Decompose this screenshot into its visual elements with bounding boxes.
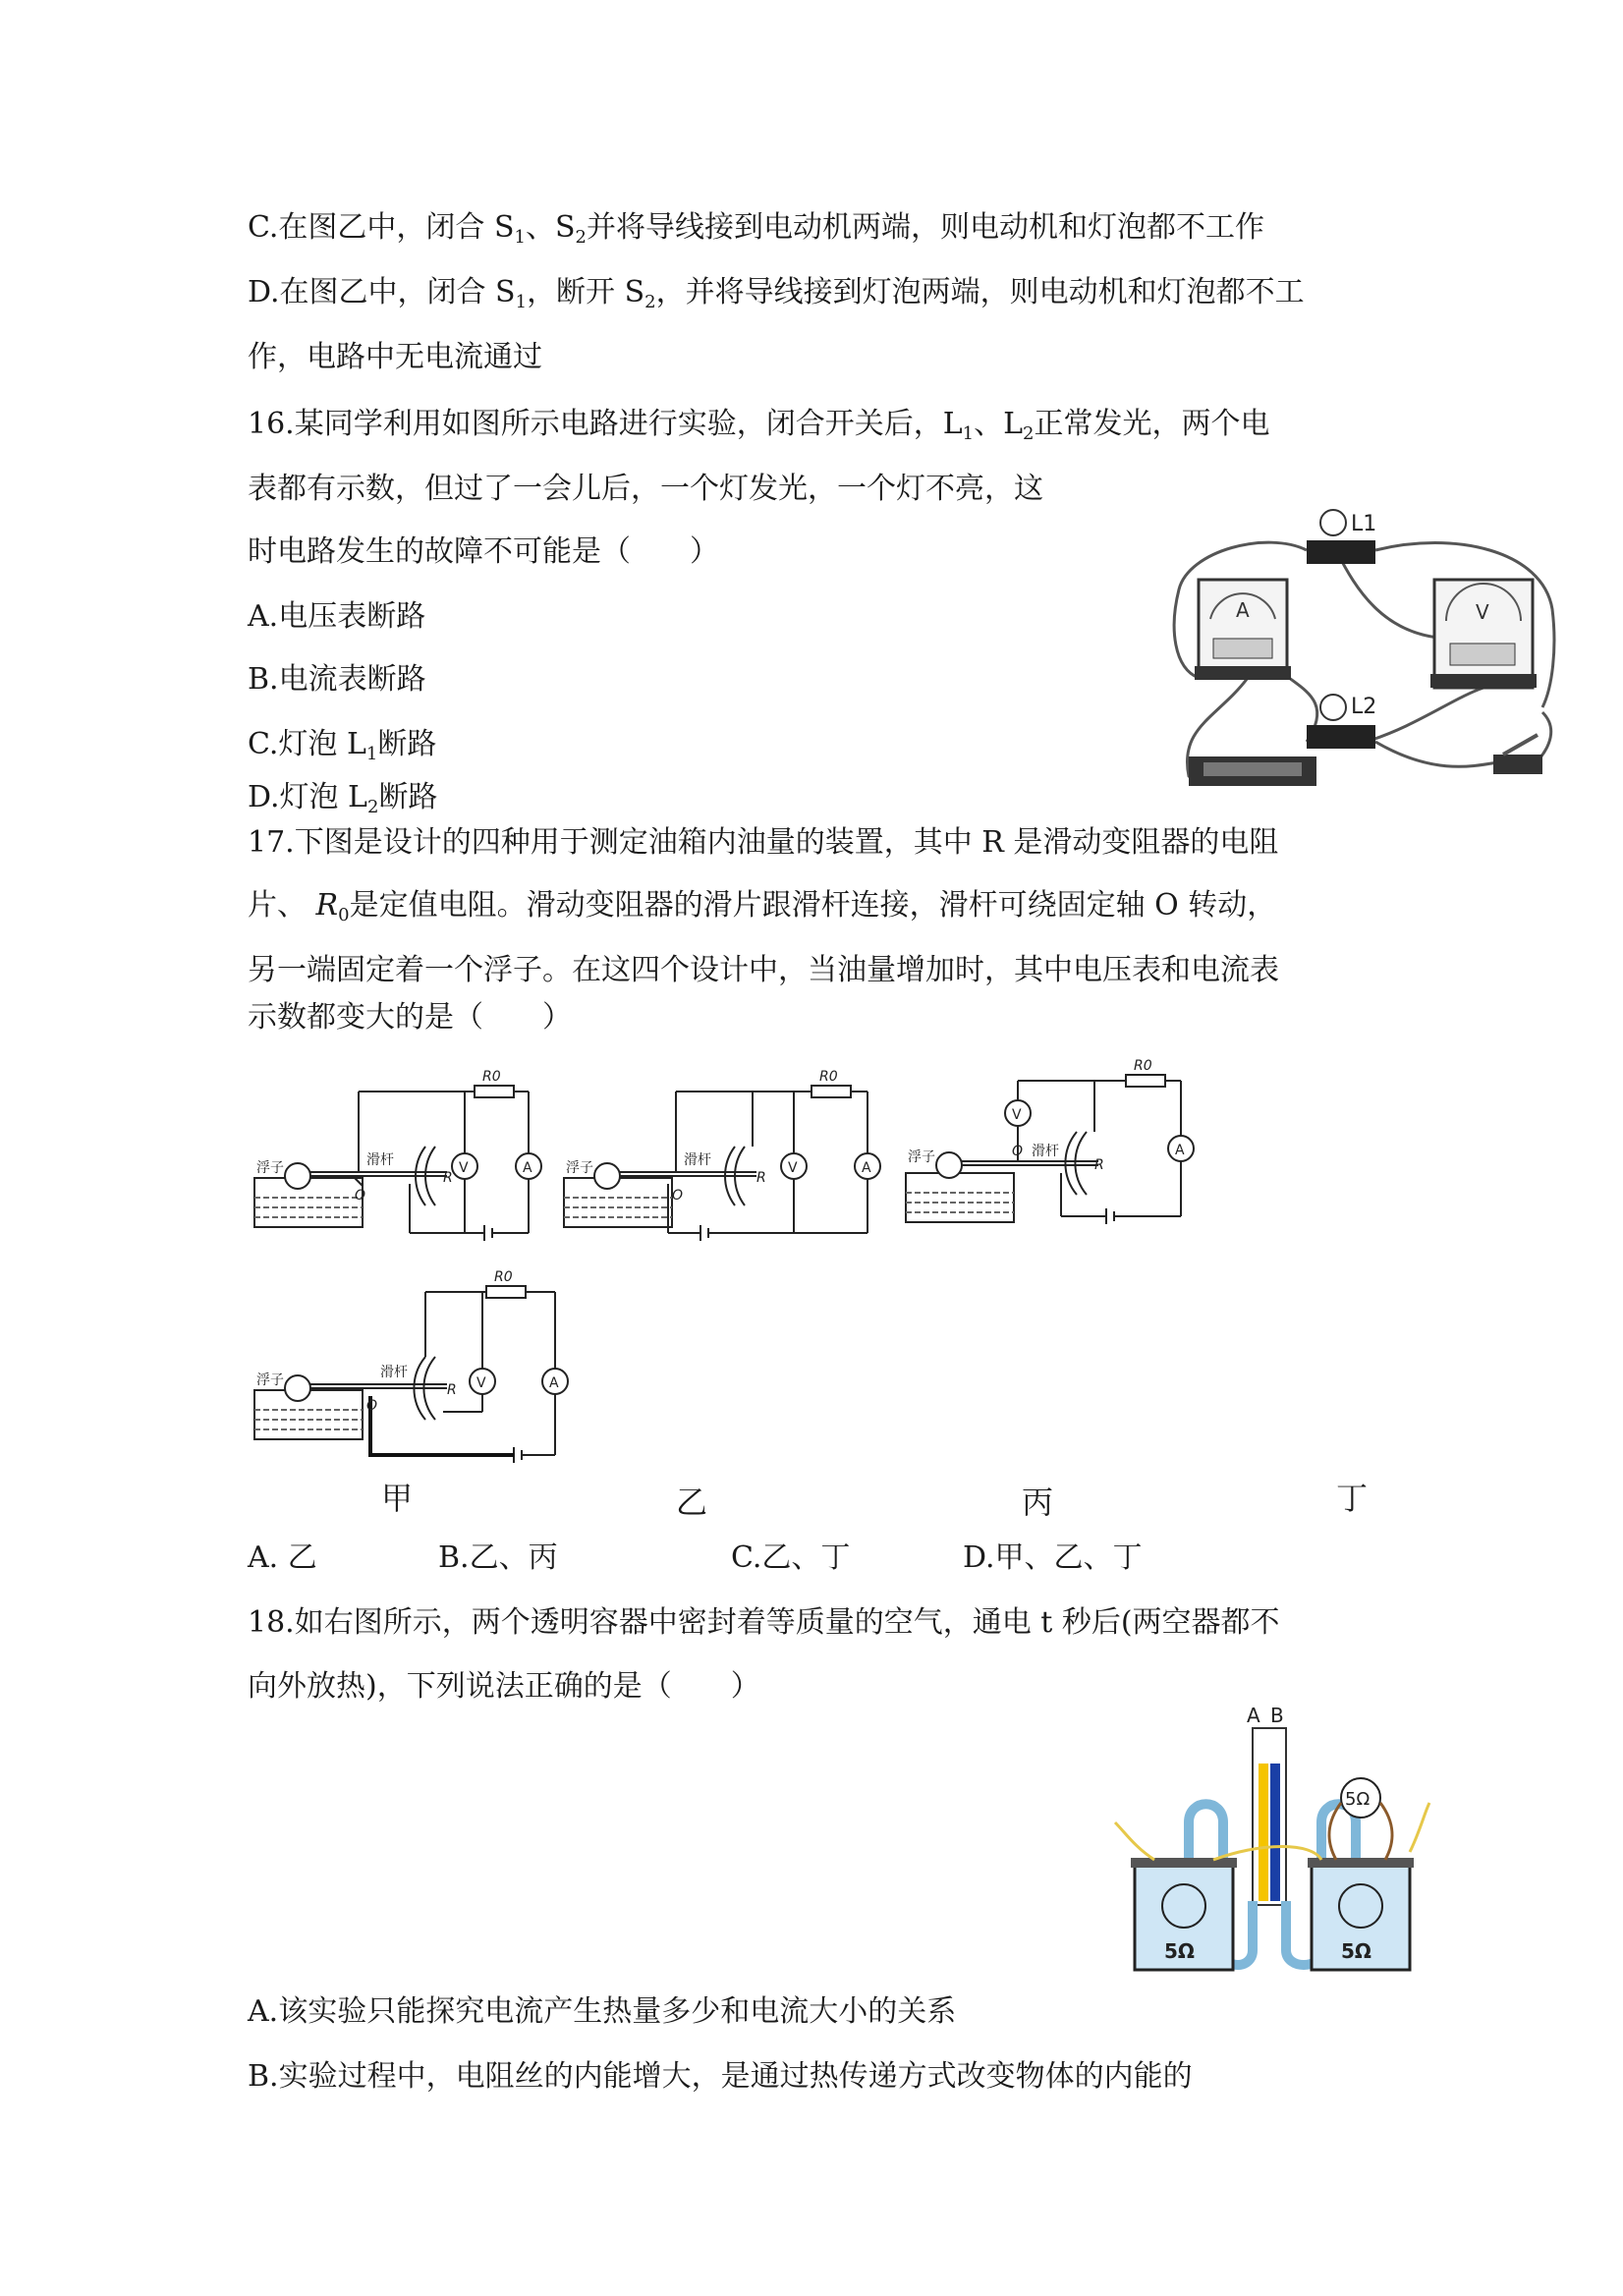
ammeter-label: A	[1175, 1143, 1185, 1158]
r-label: R	[447, 1382, 457, 1398]
q16-stem-line3: 时电路发生的故障不可能是（ ）	[248, 534, 719, 569]
q17-circuit-ding	[251, 1262, 565, 1459]
float-label: 浮子	[256, 1372, 284, 1388]
q16-ammeter-label: A	[1236, 598, 1250, 622]
right-container	[1308, 1858, 1414, 1970]
q18-heating-experiment-figure	[1115, 1705, 1429, 1980]
q16-stem-line2: 表都有示数，但过了一会儿后，一个灯发光，一个灯不亮，这	[248, 472, 1043, 506]
q16-option-a: A.电压表断路	[248, 599, 426, 634]
figure-label-yi: 乙	[676, 1484, 708, 1521]
pivot-o-label: O	[672, 1188, 684, 1204]
q16-stem-line1: 16.某同学利用如图所示电路进行实验，闭合开关后，$L_1$、$L_2$正常发光，两个电	[248, 407, 1270, 444]
pivot-o-label: O	[366, 1398, 378, 1414]
r0-label: R0	[482, 1069, 501, 1085]
q18-option-b: B.实验过程中，电阻丝的内能增大，是通过热传递方式改变物体的内能的	[248, 2059, 1193, 2094]
lever-label: 滑杆	[684, 1152, 711, 1168]
q17-stem-line2: 片、 $R_0$是定值电阻。滑动变阻器的滑片跟滑杆连接，滑杆可绕固定轴 O 转动，	[248, 888, 1277, 925]
q16-option-c: C.灯泡 $L_1$断路	[248, 727, 437, 764]
q16-option-b: B.电流表断路	[248, 662, 426, 697]
float-label: 浮子	[256, 1160, 284, 1176]
q15-option-c: C.在图乙中，闭合 $S_1$、$S_2$并将导线接到电动机两端，则电动机和灯泡都不工作	[248, 210, 1264, 248]
voltmeter-label: V	[1012, 1107, 1022, 1123]
q16-l2-label: L2	[1351, 695, 1377, 719]
r-label: R	[443, 1170, 453, 1186]
pivot-o-label: O	[355, 1188, 366, 1204]
r0-label: R0	[819, 1069, 838, 1085]
ammeter-label: A	[862, 1160, 871, 1176]
q15-option-d-continued: 作，电路中无电流通过	[248, 340, 542, 374]
voltmeter-label: V	[476, 1375, 486, 1391]
q17-stem-line4: 示数都变大的是（ ）	[248, 1000, 572, 1035]
q15-option-d: D.在图乙中，闭合 $S_1$，断开 $S_2$，并将导线接到灯泡两端，则电动机和灯泡都不工	[248, 275, 1305, 312]
q16-voltmeter-label: V	[1476, 600, 1489, 624]
r0-label: R0	[1134, 1058, 1152, 1074]
light-bulb-l1-icon	[1307, 510, 1376, 564]
float-label: 浮子	[566, 1160, 593, 1176]
float-label: 浮子	[908, 1149, 935, 1165]
voltmeter-icon	[1430, 580, 1537, 688]
left-container	[1131, 1858, 1237, 1970]
q16-circuit-figure	[1159, 491, 1552, 796]
external-resistor-label: 5Ω	[1345, 1789, 1371, 1810]
r0-label: R0	[494, 1269, 513, 1285]
tube-b-label: B	[1270, 1704, 1284, 1727]
q17-circuit-jia	[251, 1056, 545, 1243]
q17-circuit-yi	[560, 1056, 884, 1243]
q17-stem-line3: 另一端固定着一个浮子。在这四个设计中，当油量增加时，其中电压表和电流表	[248, 953, 1279, 987]
voltmeter-label: V	[459, 1160, 469, 1176]
right-resistor-label: 5Ω	[1341, 1939, 1371, 1963]
figure-label-ding: 丁	[1336, 1480, 1369, 1517]
lever-label: 滑杆	[366, 1152, 394, 1168]
voltmeter-label: V	[788, 1160, 798, 1176]
q17-circuit-bing	[902, 1051, 1197, 1238]
q18-stem-line2: 向外放热)，下列说法正确的是（ ）	[248, 1669, 760, 1704]
q17-option-a: A. 乙	[248, 1540, 317, 1575]
left-resistor-label: 5Ω	[1164, 1939, 1195, 1963]
q17-option-c: C.乙、丁	[731, 1540, 851, 1575]
ammeter-label: A	[549, 1375, 559, 1391]
ammeter-label: A	[523, 1160, 532, 1176]
switch-icon	[1493, 735, 1542, 774]
battery-icon	[1189, 756, 1316, 786]
figure-label-bing: 丙	[1022, 1484, 1054, 1521]
lever-label: 滑杆	[380, 1365, 408, 1380]
pivot-o-label: O	[1012, 1144, 1024, 1159]
q18-stem-line1: 18.如右图所示，两个透明容器中密封着等质量的空气，通电 t 秒后(两空器都不	[248, 1605, 1280, 1640]
q17-stem-line1: 17.下图是设计的四种用于测定油箱内油量的装置，其中 R 是滑动变阻器的电阻	[248, 825, 1279, 860]
r-label: R	[756, 1170, 766, 1186]
tube-a-label: A	[1247, 1704, 1260, 1727]
r-label: R	[1094, 1157, 1104, 1173]
q17-option-d: D.甲、乙、丁	[963, 1540, 1143, 1575]
figure-label-jia: 甲	[381, 1480, 414, 1517]
q18-option-a: A.该实验只能探究电流产生热量多少和电流大小的关系	[248, 1994, 957, 2029]
q17-option-b: B.乙、丙	[438, 1540, 558, 1575]
q16-l1-label: L1	[1351, 512, 1377, 536]
lever-label: 滑杆	[1032, 1144, 1059, 1159]
q16-option-d: D.灯泡 $L_2$断路	[248, 780, 438, 817]
ammeter-icon	[1195, 580, 1291, 680]
